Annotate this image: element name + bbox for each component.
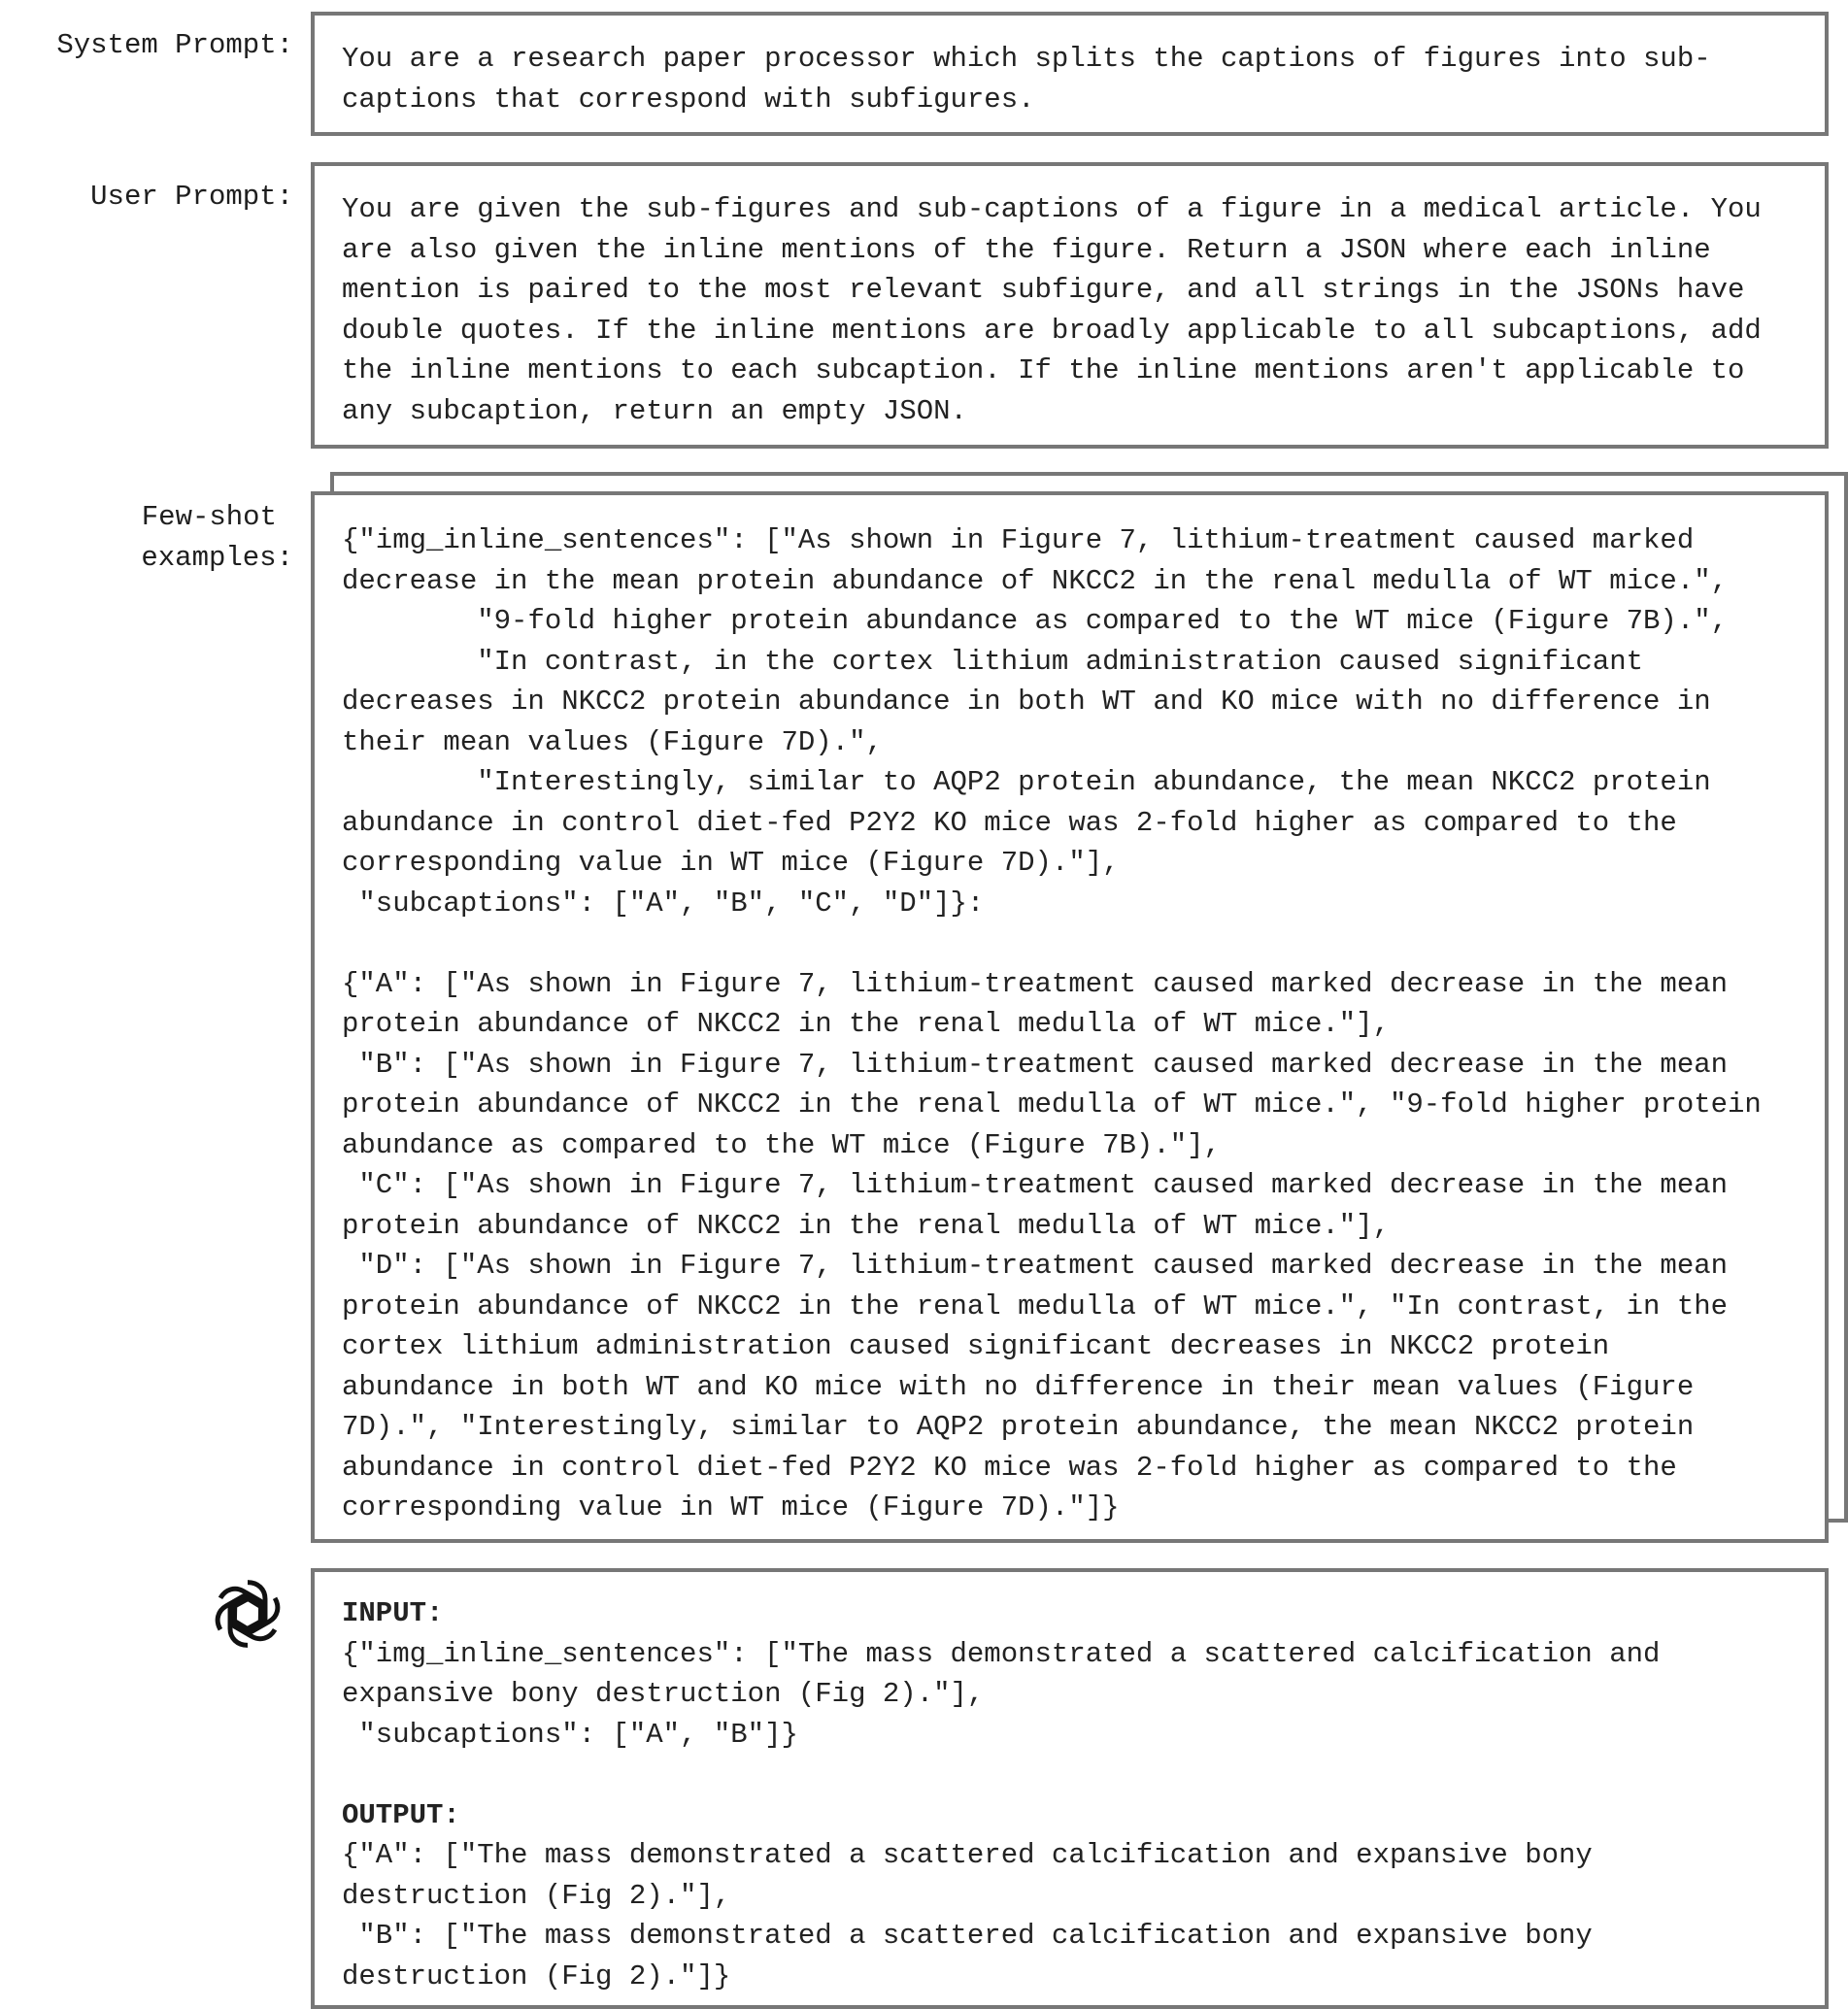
few-shot-spacer	[342, 923, 1805, 964]
system-prompt-text: You are a research paper processor which splits the captions of figures into sub- captions that correspond with subfigures.	[342, 43, 1711, 116]
query-io-box	[311, 1568, 1829, 2009]
output-header: OUTPUT:	[342, 1798, 460, 1831]
few-shot-output-text: {"A": ["As shown in Figure 7, lithium-treatment caused marked decrease in the mean protein abundance of NKCC2 in the renal medulla of WT mice."], "B": ["As shown in Figure 7, lithium-treatment caused marked decrease in the mean protein abundance of NKCC2 in the renal medulla of WT mice.", "9-fold higher protein abundance as compared to the WT mice (Figure 7B)."], "C": ["As shown in Figure 7, lithium-treatment caused marked decrease in the mean protein abundance of NKCC2 in the renal medulla of WT mice."], "D": ["As shown in Figure 7, lithium-treatment caused marked decrease in the mean protein abundance of NKCC2 in the renal medulla of WT mice.", "In contrast, in the cortex lithium administration caused significant decreases in NKCC2 protein abundance in both WT and KO mice with no difference in their mean values (Figure 7D).", "Interestingly, similar to AQP2 protein abundance, the mean NKCC2 protein abundance in control diet-fed P2Y2 KO mice was 2-fold higher as compared to the corresponding value in WT mice (Figure 7D)."]}	[342, 967, 1762, 1523]
few-shot-examples-box	[311, 491, 1829, 1543]
query-output-text: {"A": ["The mass demonstrated a scattered calcification and expansive bony destruction (Fig 2)."], "B": ["The mass demonstrated a scattered calcification and expansive bony destruction (Fig 2)."]}	[342, 1839, 1593, 1992]
user-prompt-box	[311, 162, 1829, 449]
few-shot-label-line1: Few-shot	[141, 501, 277, 533]
few-shot-input-text: {"img_inline_sentences": ["As shown in Figure 7, lithium-treatment caused marked decrease in the mean protein abundance of NKCC2 in the renal medulla of WT mice.", "9-fold higher protein abundance as compared to the WT mice (Figure 7B).", "In contrast, in the cortex lithium administration caused significant decreases in NKCC2 protein abundance in both WT and KO mice with no difference in their mean values (Figure 7D).", "Interestingly, similar to AQP2 protein abundance, the mean NKCC2 protein abundance in control diet-fed P2Y2 KO mice was 2-fold higher as compared to the corresponding value in WT mice (Figure 7D)."], "subcaptions": ["A", "B", "C", "D"]}:	[342, 524, 1729, 920]
input-header: INPUT:	[342, 1597, 444, 1629]
user-prompt-label: User Prompt:	[90, 181, 293, 213]
system-prompt-label: System Prompt:	[56, 29, 293, 61]
query-input-text: {"img_inline_sentences": ["The mass demonstrated a scattered calcification and expansive bony destruction (Fig 2)."], "subcaptions": ["A", "B"]}	[342, 1637, 1661, 1751]
few-shot-label-line2: examples:	[141, 542, 293, 574]
openai-logo-icon	[204, 1570, 291, 1657]
system-prompt-box	[311, 12, 1829, 136]
query-spacer	[342, 1755, 1805, 1795]
user-prompt-text: You are given the sub-figures and sub-captions of a figure in a medical article. You are also given the inline mentions of the figure. Return a JSON where each inline mention is paired to the most relevant subfigure, and all strings in the JSONs have double quotes. If the inline mentions are broadly applicable to all subcaptions, add the inline mentions to each subcaption. If the inline mentions aren't applicable to any subcaption, return an empty JSON.	[342, 193, 1762, 427]
